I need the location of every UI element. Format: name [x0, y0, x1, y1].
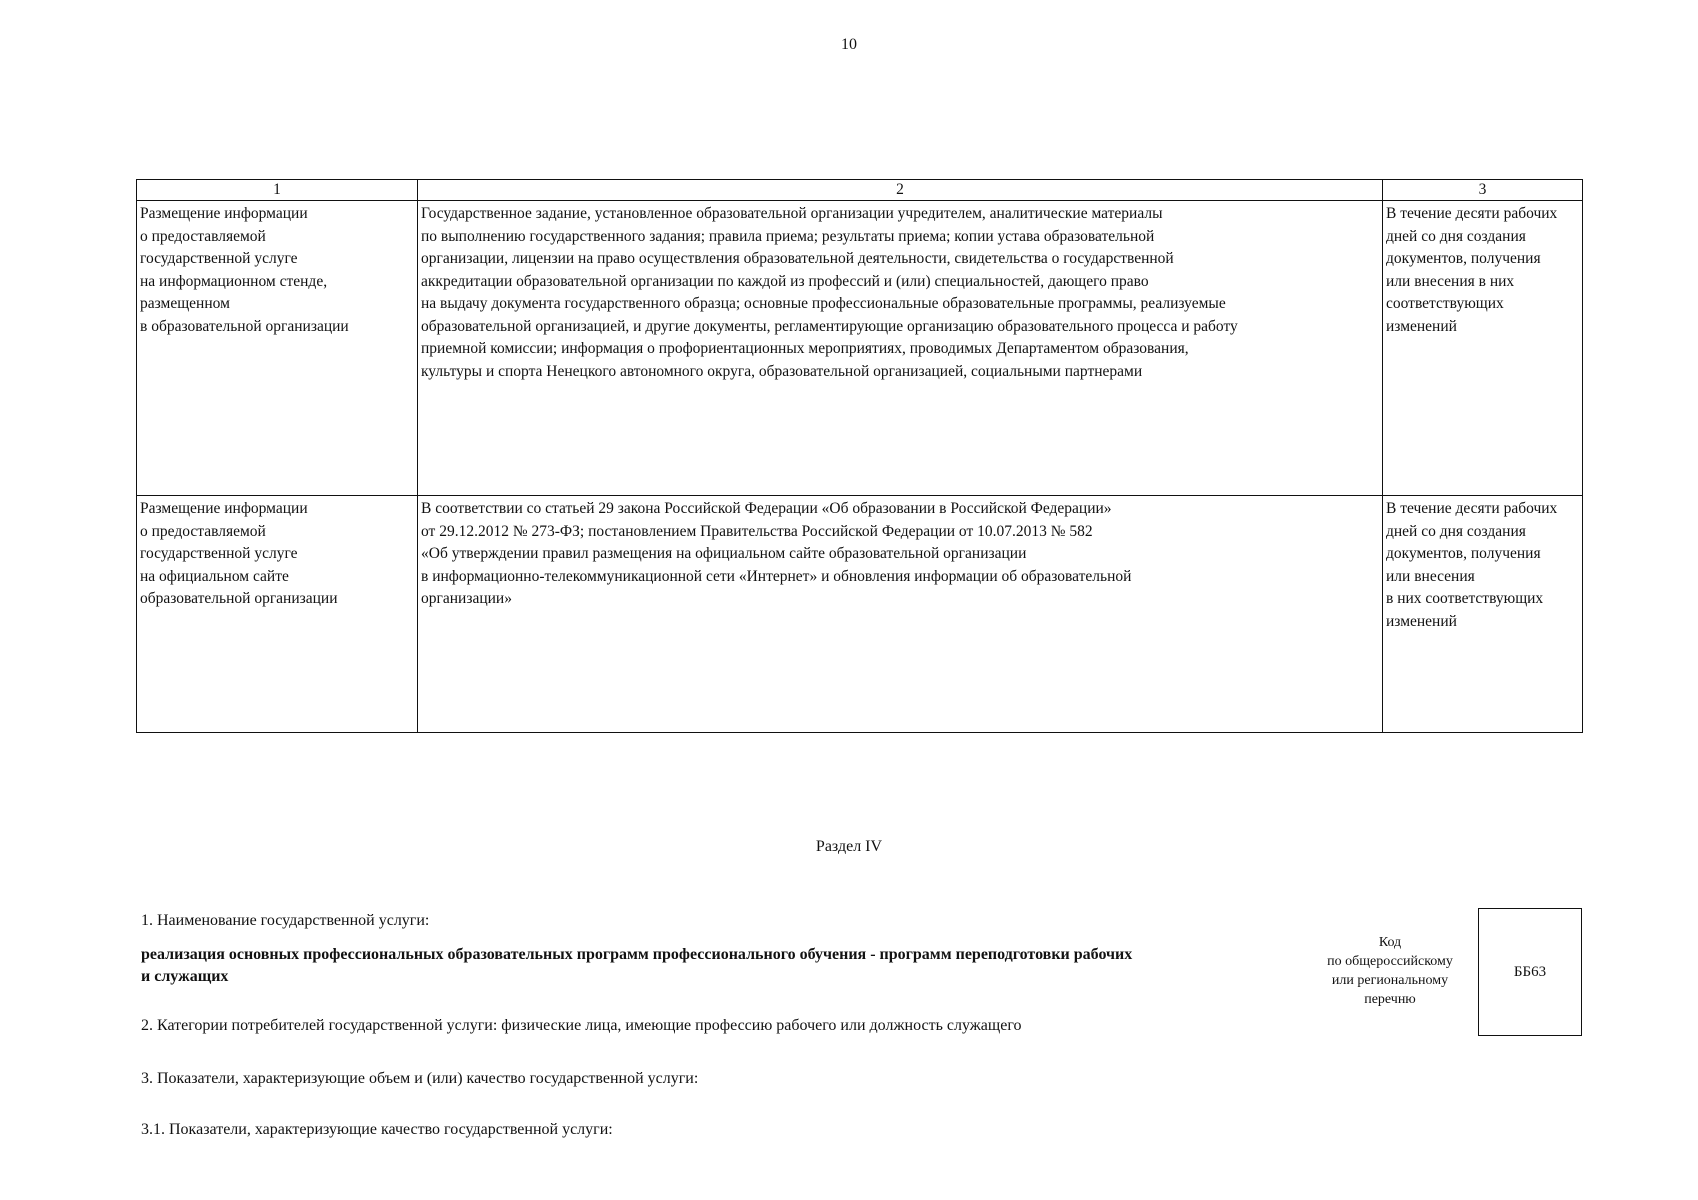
cell-line: в них соответствующих: [1386, 590, 1544, 607]
cell-line: дней со дня создания: [1386, 227, 1526, 245]
cell-line: культуры и спорта Ненецкого автономного округа, образовательной организацией, социальными партнерами: [421, 362, 1143, 380]
cell-line: дней со дня создания: [1386, 522, 1526, 540]
table-row: [137, 496, 1583, 733]
cell-line: В соответствии со статьей 29 закона Российской Федерации «Об образовании в Российской Федерации»: [421, 500, 1112, 517]
header-col-3: 3: [1383, 180, 1583, 201]
cell-line: изменений: [1386, 317, 1457, 335]
cell-line: размещенном: [140, 295, 230, 312]
update-frequency-cell: [1383, 496, 1583, 733]
header-col-2: 2: [418, 180, 1383, 201]
service-name-label: 1. Наименование государственной услуги:: [141, 912, 430, 929]
cell-line: на информационном стенде,: [140, 272, 328, 290]
page-number: 10: [841, 36, 857, 53]
code-label-line: перечню: [1364, 992, 1416, 1007]
code-value: ББ63: [1513, 963, 1547, 980]
cell-line: или внесения в них: [1386, 272, 1515, 290]
quality-indicators-heading: 3.1. Показатели, характеризующие качество государственной услуги:: [141, 1121, 613, 1138]
code-label-line: по общероссийскому: [1327, 954, 1453, 969]
service-name-line: реализация основных профессиональных образовательных программ профессионального обучения - программ переподготовки рабочих: [141, 946, 1133, 963]
code-label-line: или региональному: [1331, 973, 1449, 988]
cell-line: государственной услуге: [140, 250, 298, 267]
update-frequency-cell: [1383, 201, 1583, 496]
cell-line: документов, получения: [1386, 250, 1541, 267]
consumer-categories: 2. Категории потребителей государственной услуги: физические лица, имеющие профессию рабочего или должность служащего: [141, 1017, 1022, 1034]
cell-line: В течение десяти рабочих: [1386, 500, 1558, 517]
cell-line: на выдачу документа государственного образца; основные профессиональные образовательные программы, реализуемые: [421, 295, 1226, 312]
info-content-cell: [418, 496, 1383, 733]
code-box: [1478, 908, 1582, 1036]
cell-line: или внесения: [1386, 567, 1475, 585]
cell-line: государственной услуге: [140, 545, 298, 562]
cell-line: на официальном сайте: [140, 567, 289, 585]
cell-line: Размещение информации: [140, 205, 308, 222]
section-title: Раздел IV: [815, 838, 883, 855]
table-header-row: [137, 180, 1583, 201]
cell-line: приемной комиссии; информация о профориентационных мероприятиях, проводимых Департаментом образования,: [421, 340, 1189, 357]
indicators-heading: 3. Показатели, характеризующие объем и (или) качество государственной услуги:: [141, 1070, 699, 1087]
info-method-cell: [137, 496, 418, 733]
cell-line: организации, лицензии на право осуществления образовательной деятельности, свидетельства о государственной: [421, 250, 1174, 267]
cell-line: о предоставляемой: [140, 522, 266, 540]
table-row: [137, 201, 1583, 496]
cell-line: Размещение информации: [140, 500, 308, 517]
info-method-cell: [137, 201, 418, 496]
cell-line: образовательной организацией, и другие документы, регламентирующие организацию образовательного процесса и работу: [421, 317, 1238, 335]
service-name-line: и служащих: [141, 968, 229, 985]
cell-line: по выполнению государственного задания; правила приема; результаты приема; копии устава образовательной: [421, 227, 1155, 245]
service-name: [141, 944, 1132, 988]
info-table: [136, 179, 1583, 733]
info-content-cell: [418, 201, 1383, 496]
cell-line: от 29.12.2012 № 273-ФЗ; постановлением Правительства Российской Федерации от 10.07.2013 № 582: [421, 522, 1093, 540]
cell-line: В течение десяти рабочих: [1386, 205, 1558, 222]
cell-line: в образовательной организации: [140, 317, 349, 335]
code-label: [1300, 933, 1480, 1009]
cell-line: «Об утверждении правил размещения на официальном сайте образовательной организации: [421, 545, 1027, 562]
cell-line: аккредитации образовательной организации по каждой из профессий и (или) специальностей, дающего право: [421, 272, 1149, 290]
code-label-line: Код: [1378, 935, 1402, 950]
header-col-1: 1: [137, 180, 418, 201]
cell-line: в информационно-телекоммуникационной сети «Интернет» и обновления информации об образовательной: [421, 567, 1132, 585]
cell-line: соответствующих: [1386, 295, 1504, 312]
cell-line: документов, получения: [1386, 545, 1541, 562]
cell-line: о предоставляемой: [140, 227, 266, 245]
cell-line: Государственное задание, установленное образовательной организации учредителем, аналитические материалы: [421, 205, 1163, 222]
cell-line: изменений: [1386, 612, 1457, 630]
cell-line: образовательной организации: [140, 590, 338, 607]
cell-line: организации»: [421, 590, 512, 607]
